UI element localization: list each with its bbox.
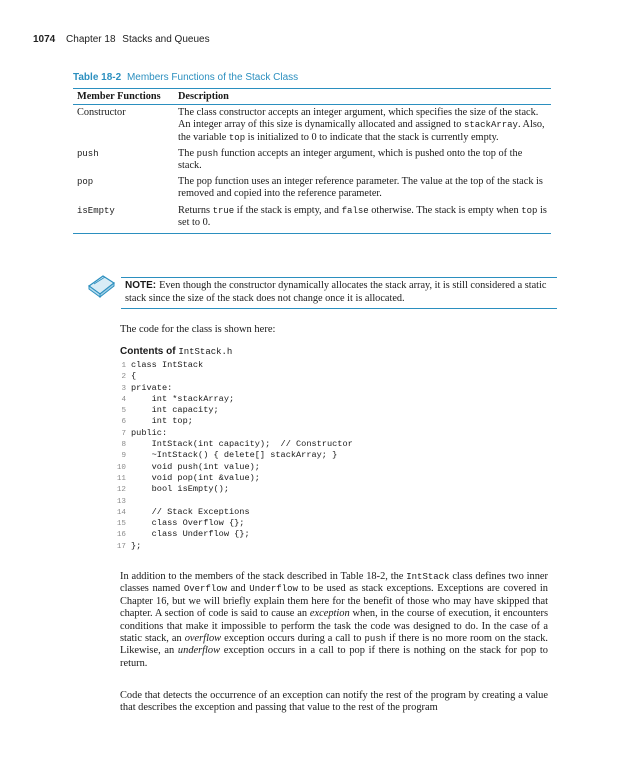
page-number: 1074 — [33, 34, 56, 45]
note-label: NOTE: — [125, 280, 157, 291]
code-line — [112, 450, 353, 461]
member-cell: Constructor — [77, 107, 126, 119]
code-text: int top; — [131, 416, 193, 427]
line-number: 15 — [116, 520, 126, 529]
code-line — [112, 428, 353, 439]
note-box — [121, 277, 557, 309]
column-header-description: Description — [174, 89, 551, 105]
code-line — [112, 383, 353, 394]
column-header-member: Member Functions — [73, 89, 174, 105]
code-file-name: IntStack.h — [178, 347, 233, 357]
code-text: int capacity; — [131, 405, 219, 416]
line-number: 5 — [121, 407, 126, 416]
running-header — [33, 34, 210, 45]
line-number: 13 — [116, 497, 126, 506]
note-pad-icon — [86, 273, 116, 299]
line-number: 3 — [121, 384, 126, 393]
line-number: 8 — [121, 441, 126, 450]
code-line — [112, 541, 353, 552]
code-line — [112, 518, 353, 529]
note-text: Even though the constructor dynamically allocates the stack array, it is still considered a static stack since the size of the stack does not change once it is allocated. — [125, 280, 547, 304]
chapter-label: Chapter 18 — [66, 34, 116, 45]
table-row — [73, 105, 551, 146]
code-line — [112, 473, 353, 484]
code-text: class IntStack — [131, 360, 204, 370]
table-caption-text: Members Functions of the Stack Class — [126, 72, 299, 83]
line-number: 4 — [121, 395, 126, 404]
code-line — [112, 507, 353, 518]
code-line — [112, 394, 353, 405]
line-number: 2 — [121, 373, 126, 382]
code-text: class Underflow {}; — [131, 529, 250, 540]
code-line — [112, 529, 353, 540]
table-caption — [73, 72, 298, 83]
code-text: ~IntStack() { delete[] stackArray; } — [131, 450, 338, 461]
code-text: IntStack(int capacity); // Constructor — [131, 439, 353, 450]
code-line — [112, 496, 353, 507]
code-text: public: — [131, 427, 168, 438]
line-number: 17 — [116, 542, 126, 551]
body-paragraph: Code that detects the occurrence of an exception can notify the rest of the program by creating a value that describes the exception and passing that value to the rest of the program — [120, 690, 548, 714]
body-paragraph: In addition to the members of the stack described in Table 18-2, the IntStack class defines two inner classes named Overflow and Underflow to be used as stack exceptions. Exceptions are covered in Chapter 16, but we will briefly explain them here for the benefit of those who may have skipped that chapter. A section of code is said to cause an exception when, in the course of execution, it encounters conditions that make it impossible to perform the task the code was designed to do. In the case of a static stack, an overflow exception occurs during a call to push if there is no more room on the stack. Likewise, an underflow exception occurs in a call to pop if there is nothing on the stack for pop to return. — [120, 571, 549, 669]
line-number: 14 — [116, 508, 126, 517]
member-cell: pop — [77, 177, 94, 188]
line-number: 9 — [121, 452, 126, 461]
description-cell: The push function accepts an integer argument, which is pushed onto the top of the stack. — [178, 147, 523, 172]
line-number: 12 — [116, 486, 126, 495]
description-cell: The class constructor accepts an integer argument, which specifies the size of the stack. An integer array of this size is dynamically allocated and assigned to stackArray. Also, the variable top is initialized to 0 to indicate that the stack is currently empty. — [178, 107, 545, 143]
code-text: private: — [131, 382, 173, 393]
code-text: int *stackArray; — [131, 393, 235, 404]
code-line — [112, 416, 353, 427]
code-text: bool isEmpty(); — [131, 484, 229, 495]
line-number: 1 — [121, 362, 126, 370]
line-number: 11 — [116, 474, 126, 483]
code-line — [112, 405, 353, 416]
code-line — [112, 360, 353, 371]
table-row — [73, 203, 551, 234]
code-line — [112, 484, 353, 495]
description-cell: Returns true if the stack is empty, and false otherwise. The stack is empty when top is set to 0. — [174, 203, 551, 234]
code-text: void pop(int &value); — [131, 472, 260, 483]
code-line — [112, 462, 353, 473]
table-row — [73, 174, 551, 202]
line-number: 7 — [121, 429, 126, 438]
table-label: Table 18-2 — [73, 72, 122, 83]
code-text: // Stack Exceptions — [131, 506, 250, 517]
chapter-title: Stacks and Queues — [122, 34, 210, 45]
code-line — [112, 439, 353, 450]
members-table — [73, 88, 551, 234]
code-intro-text: The code for the class is shown here: — [120, 324, 276, 335]
code-listing-title: Contents of IntStack.h — [120, 346, 233, 357]
code-text: void push(int value); — [131, 461, 260, 472]
code-text: }; — [131, 540, 142, 551]
line-number: 10 — [116, 463, 126, 472]
code-text: { — [131, 371, 137, 382]
description-cell: The pop function uses an integer reference parameter. The value at the top of the stack is removed and copied into the reference parameter. — [178, 176, 543, 200]
member-cell: push — [77, 148, 99, 159]
code-listing — [112, 360, 353, 552]
line-number: 16 — [116, 531, 126, 540]
table-row — [73, 146, 551, 174]
line-number: 6 — [121, 418, 126, 427]
member-cell: isEmpty — [73, 203, 174, 234]
table-header-row — [73, 89, 551, 105]
code-line — [112, 371, 353, 382]
code-text: class Overflow {}; — [131, 518, 245, 529]
